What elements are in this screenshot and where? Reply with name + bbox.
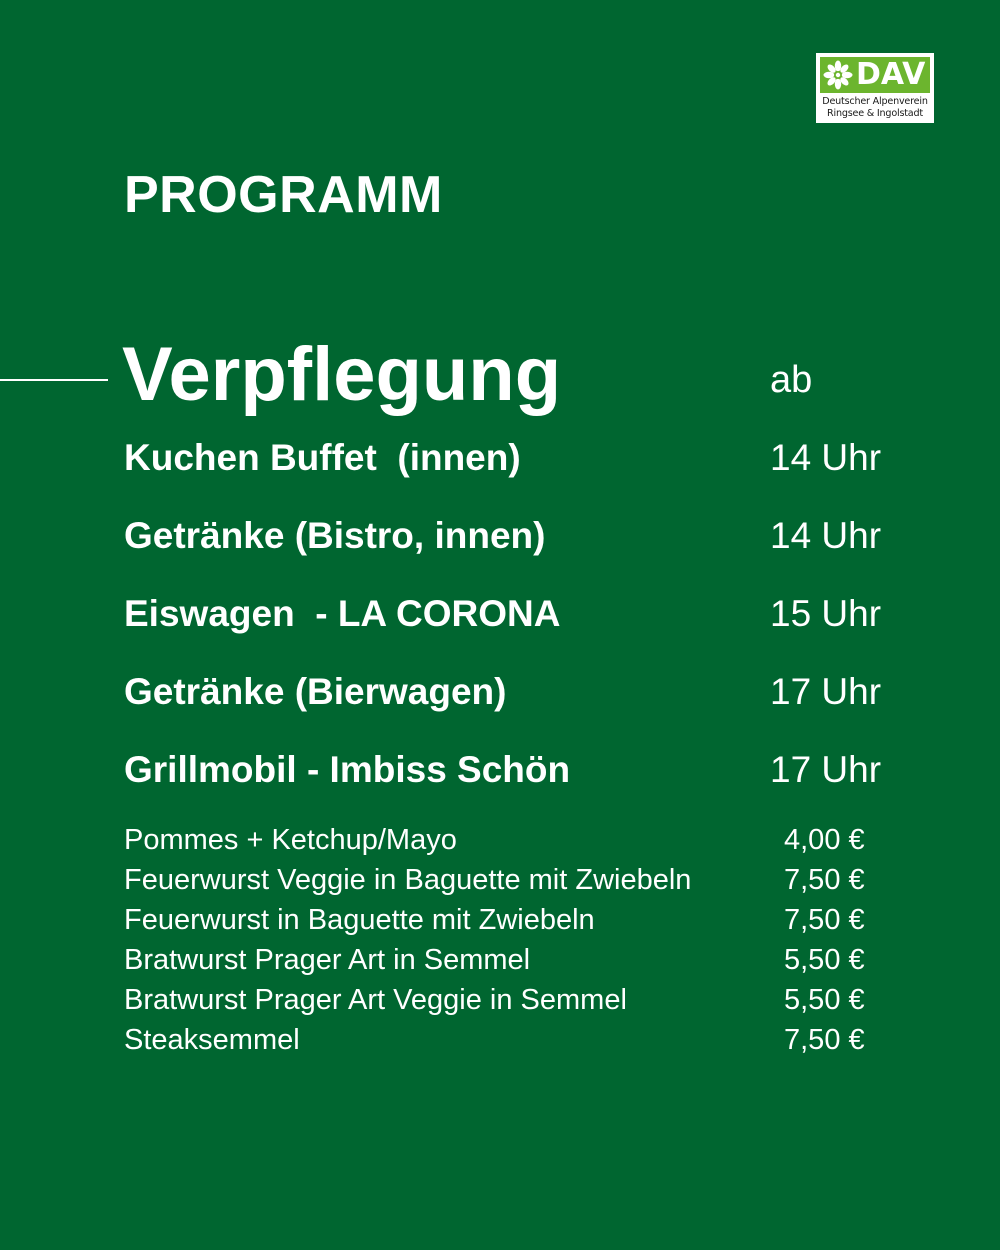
schedule-item-time: 17 Uhr xyxy=(770,749,882,790)
menu-item xyxy=(124,860,884,900)
schedule-item xyxy=(124,667,904,717)
schedule-item xyxy=(124,745,904,795)
menu-item-price: 5,50 € xyxy=(784,984,865,1016)
menu-item-name: Bratwurst Prager Art Veggie in Semmel xyxy=(124,984,627,1016)
menu-item-price: 7,50 € xyxy=(784,1024,865,1056)
schedule-item-name: Kuchen Buffet (innen) xyxy=(124,437,521,478)
time-column-header: ab xyxy=(770,359,813,401)
schedule-item xyxy=(124,433,904,483)
schedule-item-time: 14 Uhr xyxy=(770,515,882,556)
schedule-item-name: Getränke (Bistro, innen) xyxy=(124,515,546,556)
food-menu xyxy=(124,820,884,1060)
menu-item-name: Steaksemmel xyxy=(124,1024,300,1056)
menu-item-price: 4,00 € xyxy=(784,824,865,856)
section-divider xyxy=(0,379,108,381)
schedule-item xyxy=(124,589,904,639)
menu-item-name: Pommes + Ketchup/Mayo xyxy=(124,824,457,856)
menu-item-name: Feuerwurst Veggie in Baguette mit Zwiebeln xyxy=(124,864,692,896)
menu-item xyxy=(124,940,884,980)
schedule-item-name: Grillmobil - Imbiss Schön xyxy=(124,749,571,790)
schedule-item-time: 14 Uhr xyxy=(770,437,882,478)
page-title: PROGRAMM xyxy=(124,166,443,224)
logo-line-1: Deutscher Alpenverein xyxy=(822,96,928,107)
menu-item-price: 7,50 € xyxy=(784,864,865,896)
menu-item xyxy=(124,900,884,940)
menu-item xyxy=(124,820,884,860)
schedule-item-name: Eiswagen - LA CORONA xyxy=(124,593,561,634)
logo-banner xyxy=(820,57,930,93)
edelweiss-icon xyxy=(823,60,853,90)
section-title: Verpflegung xyxy=(122,332,562,417)
dav-logo xyxy=(816,53,934,123)
schedule-item-time: 15 Uhr xyxy=(770,593,882,634)
menu-item xyxy=(124,1020,884,1060)
menu-item xyxy=(124,980,884,1020)
logo-brand: DAV xyxy=(856,57,926,92)
schedule-item xyxy=(124,511,904,561)
schedule-item-name: Getränke (Bierwagen) xyxy=(124,671,507,712)
menu-item-name: Bratwurst Prager Art in Semmel xyxy=(124,944,531,976)
schedule-item-time: 17 Uhr xyxy=(770,671,882,712)
menu-item-name: Feuerwurst in Baguette mit Zwiebeln xyxy=(124,904,595,936)
logo-line-2: Ringsee & Ingolstadt xyxy=(827,108,923,119)
menu-item-price: 5,50 € xyxy=(784,944,865,976)
menu-item-price: 7,50 € xyxy=(784,904,865,936)
